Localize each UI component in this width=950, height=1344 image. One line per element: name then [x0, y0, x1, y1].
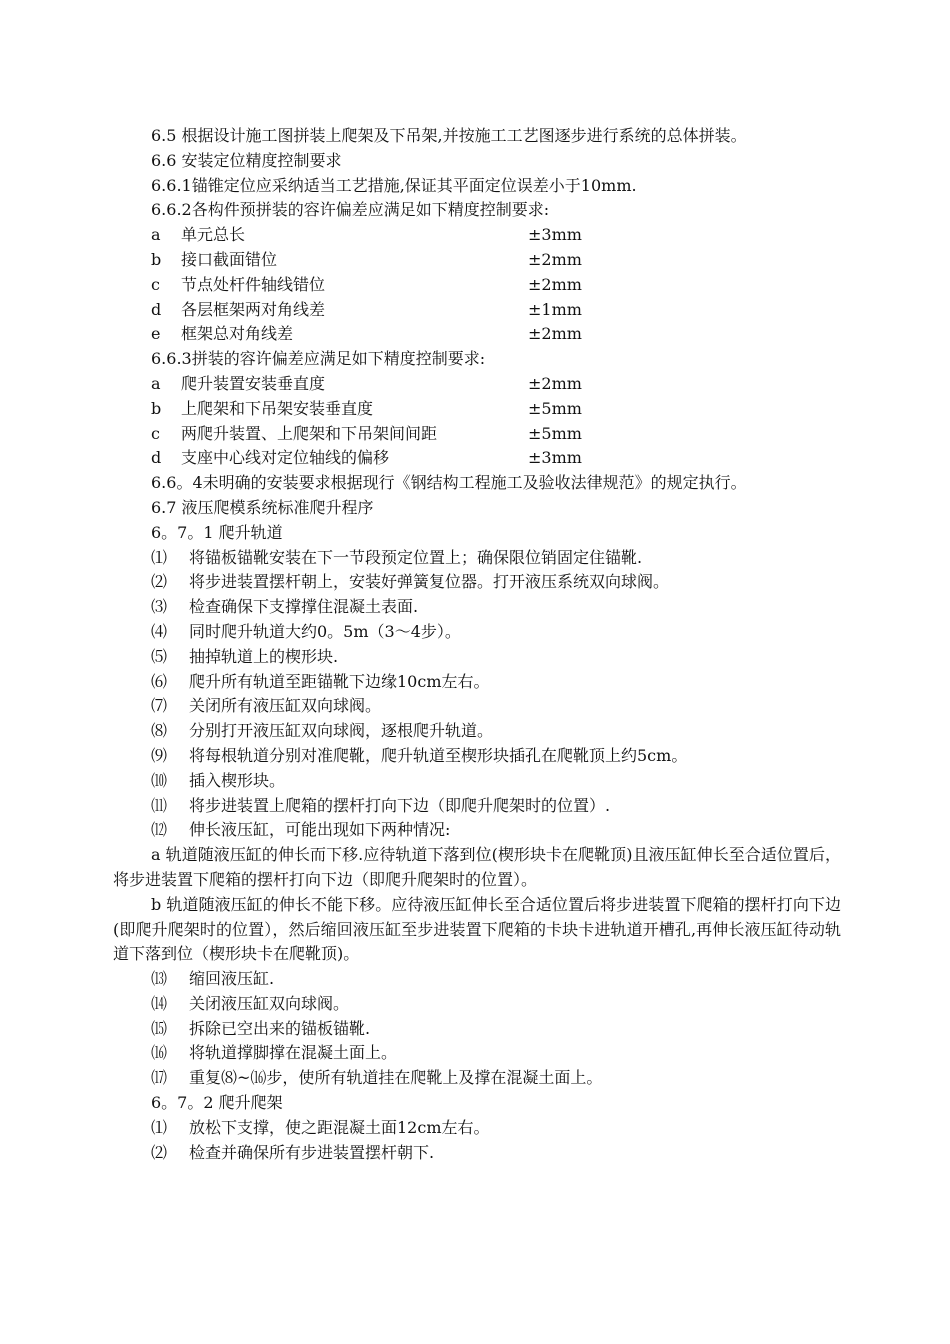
- step-text: 同时爬升轨道大约0。5m（3～4步）。: [189, 621, 461, 641]
- paragraph-case-a: a 轨道随液压缸的伸长而下移.应待轨道下落到位(楔形块卡在爬靴顶)且液压缸伸长至合适位置后，将步进装置下爬箱的摆杆打向下边（即爬升爬架时的位置）。: [113, 845, 841, 889]
- step-item: [113, 645, 841, 670]
- step-number: ⒂: [151, 1018, 168, 1038]
- step-number: ⑽: [151, 770, 168, 790]
- tolerance-key: a: [151, 225, 161, 245]
- step-text: 将步进装置摆杆朝上，安装好弹簧复位器。打开液压系统双向球阀。: [189, 572, 670, 592]
- paragraph-6-6-4: 6.6。4未明确的安装要求根据现行《钢结构工程施工及验收法律规范》的规定执行。: [151, 473, 747, 493]
- step-number: ⑴: [151, 1117, 168, 1137]
- tolerance-item: 接口截面错位: [181, 249, 278, 269]
- tolerance-row: [113, 422, 841, 447]
- heading-6-7-1: 6。7。1 爬升轨道: [151, 522, 283, 542]
- tolerance-value: ±5mm: [528, 398, 582, 418]
- step-number: ⑸: [151, 646, 168, 666]
- step-item: [113, 1116, 841, 1141]
- tolerance-key: b: [151, 249, 162, 269]
- tolerance-key: b: [151, 398, 162, 418]
- step-text: 分别打开液压缸双向球阀，逐根爬升轨道。: [189, 721, 494, 741]
- step-number: ⑼: [151, 745, 168, 765]
- step-number: ⒁: [151, 993, 168, 1013]
- tolerance-row: [113, 273, 841, 298]
- tolerance-key: e: [151, 324, 161, 344]
- step-item: [113, 992, 841, 1017]
- tolerance-value: ±2mm: [528, 274, 582, 294]
- step-number: ⑴: [151, 547, 168, 567]
- tolerance-list-663: [113, 372, 841, 471]
- step-text: 放松下支撑，使之距混凝土面12cm左右。: [189, 1117, 490, 1137]
- step-number: ⒃: [151, 1043, 168, 1063]
- step-item: [113, 1017, 841, 1042]
- step-item: [113, 1041, 841, 1066]
- step-item: [113, 967, 841, 992]
- step-number: ⑿: [151, 820, 168, 840]
- steps-list-671b: [113, 967, 841, 1091]
- step-item: [113, 620, 841, 645]
- step-item: [113, 595, 841, 620]
- step-text: 将锚板锚靴安装在下一节段预定位置上；确保限位销固定住锚靴.: [189, 547, 643, 567]
- step-number: ⑹: [151, 671, 168, 691]
- step-item: [113, 1066, 841, 1091]
- tolerance-value: ±2mm: [528, 324, 582, 344]
- heading-6-7-2: 6。7。2 爬升爬架: [151, 1093, 283, 1113]
- step-text: 抽掉轨道上的楔形块.: [189, 646, 339, 666]
- heading-6-6: 6.6 安装定位精度控制要求: [151, 150, 342, 170]
- step-number: ⑵: [151, 1142, 168, 1162]
- step-item: [113, 744, 841, 769]
- tolerance-row: [113, 446, 841, 471]
- tolerance-value: ±1mm: [528, 299, 582, 319]
- step-number: ⒀: [151, 969, 168, 989]
- step-item: [113, 818, 841, 843]
- paragraph-case-b: b 轨道随液压缸的伸长不能下移。应待液压缸伸长至合适位置后将步进装置下爬箱的摆杆打向下边(即爬升爬架时的位置），然后缩回液压缸至步进装置下爬箱的卡块卡进轨道开槽孔,再伸长液压缸待动轨道下落到位（楔形块卡在爬靴顶)。: [113, 894, 841, 964]
- tolerance-item: 框架总对角线差: [181, 324, 294, 344]
- paragraph-6-6-1: 6.6.1锚锥定位应采纳适当工艺措施,保证其平面定位误差小于10mm.: [151, 175, 637, 195]
- tolerance-value: ±3mm: [528, 448, 582, 468]
- tolerance-key: c: [151, 423, 160, 443]
- step-text: 将步进装置上爬箱的摆杆打向下边（即爬升爬架时的位置）.: [189, 795, 611, 815]
- step-item: [113, 570, 841, 595]
- step-text: 关闭所有液压缸双向球阀。: [189, 696, 382, 716]
- tolerance-key: a: [151, 373, 161, 393]
- step-number: ⑵: [151, 572, 168, 592]
- tolerance-row: [113, 322, 841, 347]
- step-text: 插入楔形块。: [189, 770, 286, 790]
- tolerance-value: ±2mm: [528, 249, 582, 269]
- step-text: 将轨道撑脚撑在混凝土面上。: [189, 1043, 398, 1063]
- step-text: 爬升所有轨道至距锚靴下边缘10cm左右。: [189, 671, 490, 691]
- tolerance-row: [113, 298, 841, 323]
- heading-6-7: 6.7 液压爬模系统标准爬升程序: [151, 497, 374, 517]
- step-item: [113, 794, 841, 819]
- step-number: ⑷: [151, 621, 168, 641]
- paragraph-6-6-2: 6.6.2各构件预拼装的容许偏差应满足如下精度控制要求:: [151, 200, 550, 220]
- step-text: 将每根轨道分别对准爬靴，爬升轨道至楔形块插孔在爬靴顶上约5cm。: [189, 745, 688, 765]
- tolerance-list-662: [113, 223, 841, 347]
- step-text: 缩回液压缸.: [189, 969, 275, 989]
- tolerance-value: ±2mm: [528, 373, 582, 393]
- tolerance-item: 两爬升装置、上爬架和下吊架间间距: [181, 423, 438, 443]
- step-item: [113, 1141, 841, 1166]
- step-text: 检查并确保所有步进装置摆杆朝下.: [189, 1142, 435, 1162]
- tolerance-row: [113, 372, 841, 397]
- tolerance-key: d: [151, 448, 162, 468]
- paragraph-6-5: 6.5 根据设计施工图拼装上爬架及下吊架,并按施工工艺图逐步进行系统的总体拼装。: [151, 126, 747, 145]
- step-text: 重复⑻~⒃步，使所有轨道挂在爬靴上及撑在混凝土面上。: [189, 1068, 603, 1088]
- tolerance-row: [113, 223, 841, 248]
- step-item: [113, 719, 841, 744]
- steps-list-671: [113, 546, 841, 844]
- step-text: 伸长液压缸，可能出现如下两种情况:: [189, 820, 451, 840]
- tolerance-key: d: [151, 299, 162, 319]
- tolerance-item: 单元总长: [181, 225, 246, 245]
- tolerance-item: 节点处杆件轴线错位: [181, 274, 326, 294]
- step-number: ⑾: [151, 795, 168, 815]
- tolerance-item: 各层框架两对角线差: [181, 299, 326, 319]
- tolerance-value: ±3mm: [528, 225, 582, 245]
- step-item: [113, 546, 841, 571]
- step-item: [113, 769, 841, 794]
- step-text: 拆除已空出来的锚板锚靴.: [189, 1018, 371, 1038]
- step-number: ⒄: [151, 1068, 168, 1088]
- tolerance-row: [113, 397, 841, 422]
- tolerance-item: 上爬架和下吊架安装垂直度: [181, 398, 374, 418]
- tolerance-value: ±5mm: [528, 423, 582, 443]
- step-item: [113, 670, 841, 695]
- step-number: ⑶: [151, 597, 168, 617]
- paragraph-6-6-3: 6.6.3拼装的容许偏差应满足如下精度控制要求:: [151, 349, 486, 369]
- step-number: ⑺: [151, 696, 168, 716]
- tolerance-item: 爬升装置安装垂直度: [181, 373, 326, 393]
- step-number: ⑻: [151, 721, 168, 741]
- step-text: 检查确保下支撑撑住混凝土表面.: [189, 597, 419, 617]
- document-body: [113, 124, 841, 1165]
- tolerance-row: [113, 248, 841, 273]
- steps-list-672: [113, 1116, 841, 1166]
- tolerance-key: c: [151, 274, 160, 294]
- step-text: 关闭液压缸双向球阀。: [189, 993, 350, 1013]
- step-item: [113, 694, 841, 719]
- tolerance-item: 支座中心线对定位轴线的偏移: [181, 448, 390, 468]
